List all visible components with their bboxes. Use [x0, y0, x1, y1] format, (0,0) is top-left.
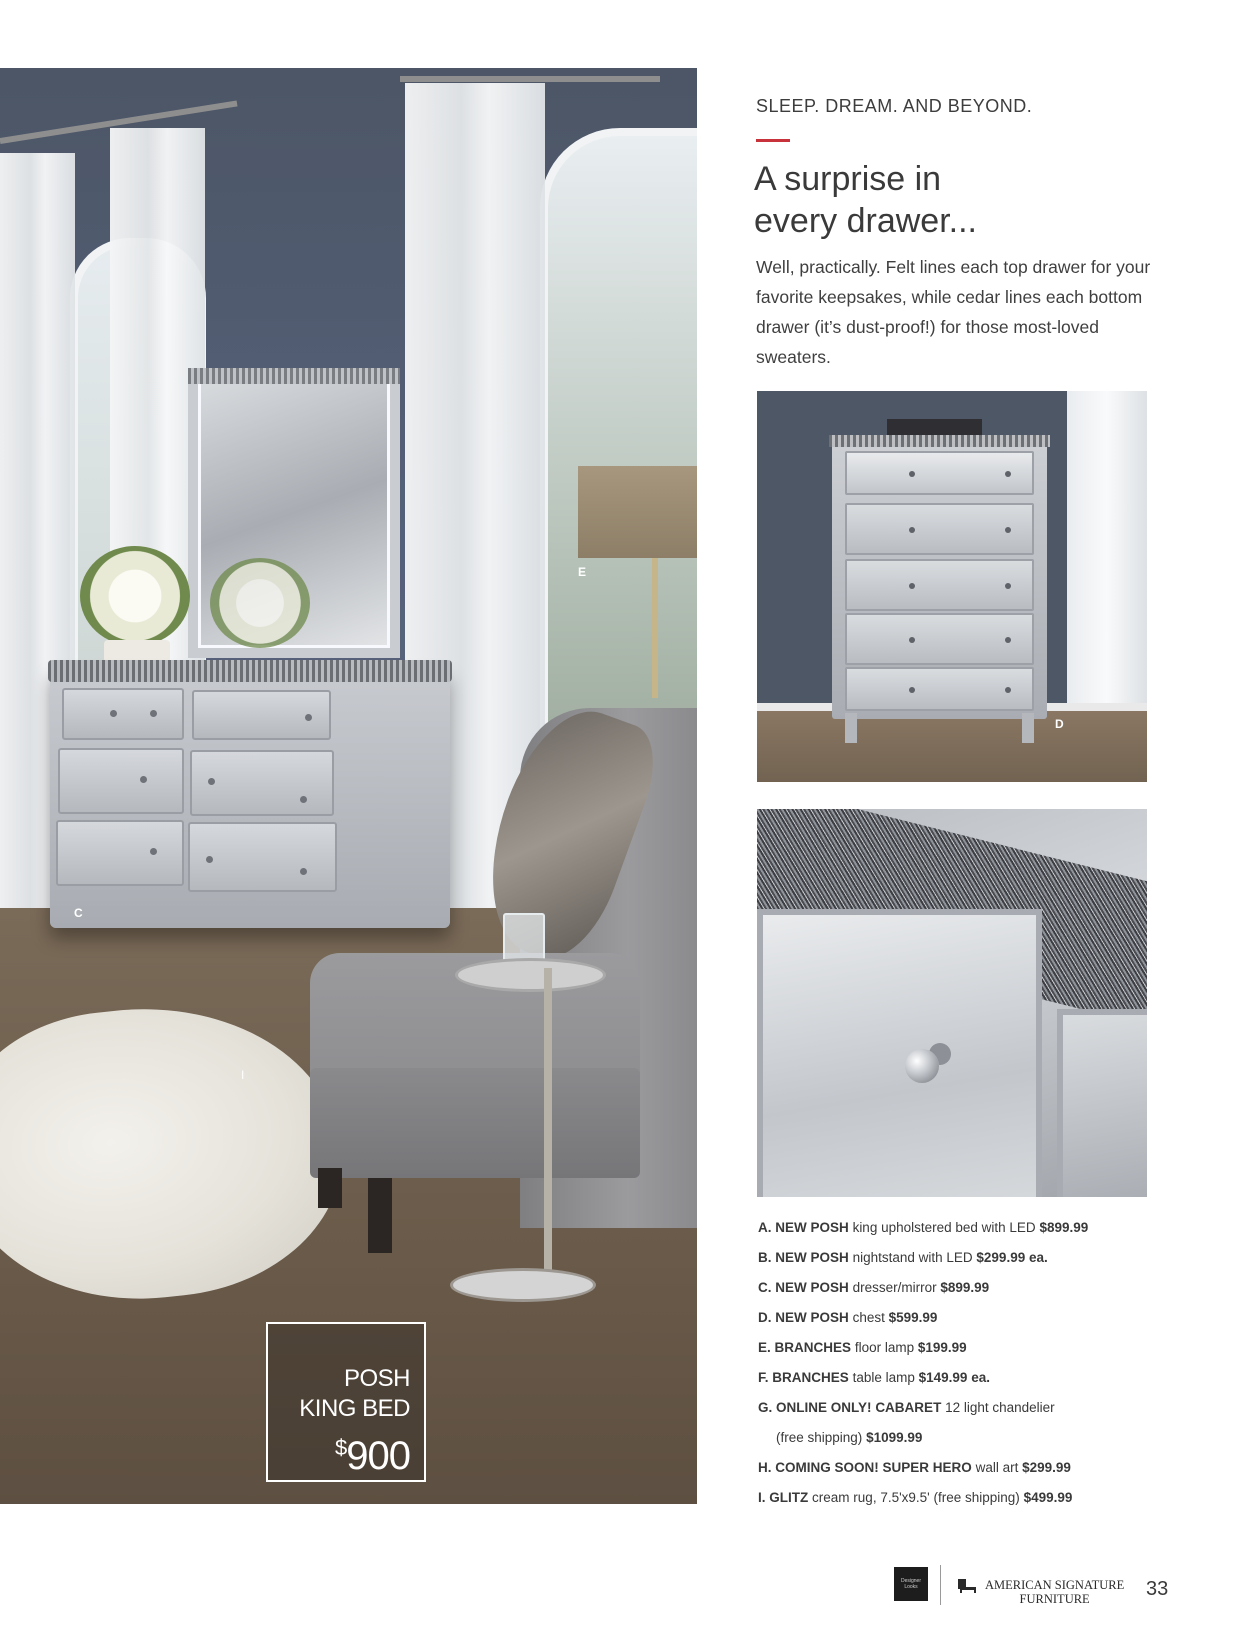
product-item-g: G. ONLINE ONLY! CABARET 12 light chandelier (free shipping) $1099.99 — [758, 1400, 1055, 1445]
product-letter-c: C — [74, 906, 83, 920]
posh-chest-photo — [757, 391, 1147, 782]
curtain-rod-right — [400, 76, 660, 82]
branches-floor-lamp-stem — [652, 558, 658, 698]
product-letter-i: I — [241, 1068, 245, 1082]
drawer-knob — [305, 714, 312, 721]
section-kicker: SLEEP. DREAM. AND BEYOND. — [756, 96, 1033, 116]
chair-leg — [368, 1178, 392, 1253]
product-letter-e: E — [578, 565, 587, 579]
crystal-knob — [905, 1049, 939, 1083]
bedroom-room-photo — [0, 68, 697, 1504]
drawer-knob — [909, 471, 915, 477]
chest-sparkle-trim — [829, 435, 1050, 447]
price-callout-amount: 900 — [346, 1434, 410, 1478]
drawer-knob — [110, 710, 117, 717]
accent-chair-front — [310, 1068, 640, 1178]
drawer-knob — [300, 796, 307, 803]
dresser-drawer — [58, 748, 184, 814]
dresser-drawer — [56, 820, 184, 886]
product-list — [758, 1220, 1198, 1520]
brand-line1: AMERICAN SIGNATURE — [985, 1578, 1125, 1592]
drawer-knob — [1005, 687, 1011, 693]
chest-leg — [845, 713, 857, 743]
drawer-knob — [1005, 527, 1011, 533]
wood-floor — [757, 711, 1147, 782]
product-item-e: E. BRANCHES floor lamp $199.99 — [758, 1340, 967, 1355]
drawer-knob — [1005, 637, 1011, 643]
chair-leg — [318, 1168, 342, 1208]
headline-line1: A surprise in — [754, 160, 942, 198]
headline-line2: every drawer... — [754, 202, 977, 240]
footer-divider — [940, 1565, 941, 1605]
price-callout-price — [335, 1426, 410, 1478]
drawer-detail-photo — [757, 809, 1147, 1197]
orchid-plant — [80, 546, 190, 646]
product-item-c: C. NEW POSH dresser/mirror $899.99 — [758, 1280, 990, 1295]
drawer-knob — [909, 687, 915, 693]
dresser-sparkle-trim — [48, 660, 452, 682]
chair-logo-icon — [956, 1577, 978, 1595]
brand-line2: FURNITURE — [1019, 1592, 1090, 1606]
product-letter-d: D — [1055, 717, 1064, 731]
drawer-knob — [909, 637, 915, 643]
side-table-base — [450, 1268, 596, 1302]
product-item-a: A. NEW POSH king upholstered bed with LED $899.99 — [758, 1220, 1089, 1235]
adjacent-drawer-front — [1057, 1009, 1147, 1197]
dresser-drawer — [62, 688, 184, 740]
product-item-b: B. NEW POSH nightstand with LED $299.99 ea. — [758, 1250, 1048, 1265]
side-table-top — [455, 958, 606, 992]
price-callout — [266, 1322, 426, 1482]
drawer-knob — [140, 776, 147, 783]
designer-looks-logo: Designer Looks — [894, 1567, 928, 1601]
drawer-knob — [150, 848, 157, 855]
body-copy: Well, practically. Felt lines each top drawer for your favorite keepsakes, while cedar lines each bottom drawer (it’s dust-proof!) for those most-loved sweaters. — [756, 257, 1151, 367]
accent-rule — [756, 139, 790, 142]
price-callout-line2: KING BED — [299, 1395, 410, 1422]
product-item-d: D. NEW POSH chest $599.99 — [758, 1310, 938, 1325]
mirrored-drawer-front — [757, 909, 1042, 1197]
product-item-h: H. COMING SOON! SUPER HERO wall art $299.99 — [758, 1460, 1071, 1475]
drawer-knob — [1005, 471, 1011, 477]
american-signature-furniture-logo — [985, 1578, 1124, 1606]
drawer-knob — [208, 778, 215, 785]
page-number: 33 — [1146, 1578, 1169, 1600]
chest-leg — [1022, 713, 1034, 743]
drawer-knob — [909, 583, 915, 589]
drawer-knob — [300, 868, 307, 875]
mirror-sparkle-trim — [188, 368, 400, 384]
product-item-f: F. BRANCHES table lamp $149.99 ea. — [758, 1370, 990, 1385]
page-headline — [754, 158, 977, 242]
curtain-panel — [1067, 391, 1147, 721]
drawer-knob — [150, 710, 157, 717]
drawer-knob — [909, 527, 915, 533]
price-callout-line1: POSH — [343, 1365, 410, 1392]
drawer-knob — [1005, 583, 1011, 589]
product-item-i: I. GLITZ cream rug, 7.5'x9.5' (free shipping) $499.99 — [758, 1490, 1073, 1505]
price-callout-currency: $ — [335, 1435, 347, 1460]
side-table-stem — [544, 968, 552, 1278]
drawer-knob — [206, 856, 213, 863]
orchid-reflection — [210, 558, 310, 648]
branches-floor-lamp-shade — [578, 466, 697, 558]
